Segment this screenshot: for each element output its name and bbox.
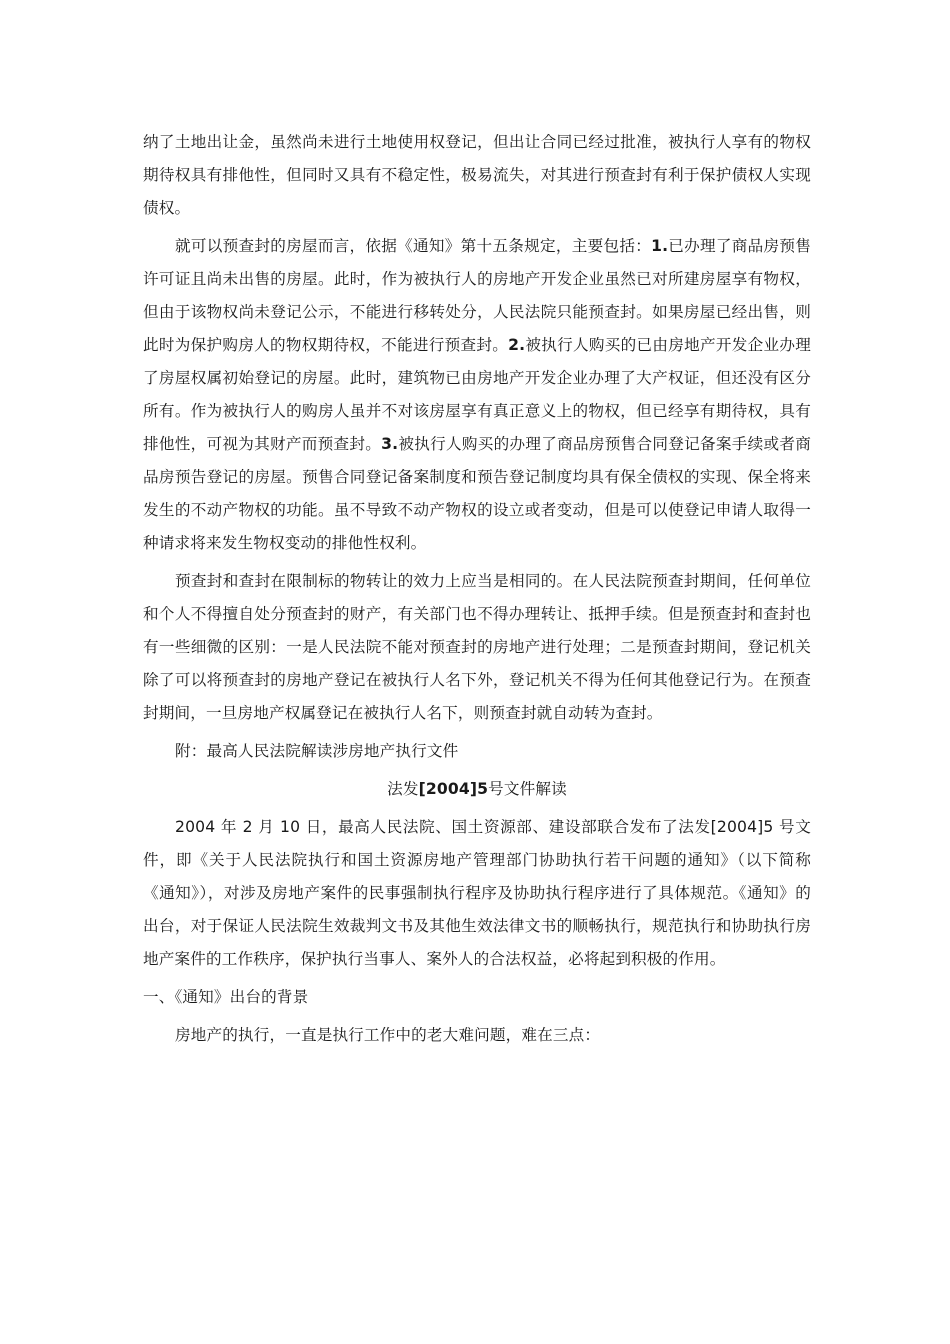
text-segment: 被执行人购买的办理了商品房预售合同登记备案手续或者商品房预告登记的房屋。预售合同登记备案制度和预告登记制度均具有保全债权的实现、保全将来发生的不动产物权的功能。虽不导致不动产物权的设立或者变动，但是可以使登记申请人取得一种请求将来发生物权变动的排他性权利。 (143, 435, 811, 552)
heading-background: 一、《通知》出台的背景 (143, 988, 309, 1006)
item-number: 3. (381, 435, 399, 453)
paragraph-difficulties: 房地产的执行，一直是执行工作中的老大难问题，难在三点： (175, 1026, 601, 1044)
title-suffix: 号文件解读 (488, 780, 567, 798)
text-segment: 已办理了商品房预售许可证且尚未出售的房屋。此时，作为被执行人的房地产开发企业虽然已对所建房屋享有物权，但由于该物权尚未登记公示，不能进行移转处分，人民法院只能预查封。如果房屋已经出售，则此时为保护购房人的物权期待权，不能进行预查封。 (143, 237, 811, 354)
appendix-line: 附：最高人民法院解读涉房地产执行文件 (175, 742, 459, 760)
title-prefix: 法发 (387, 780, 419, 798)
item-number: 1. (651, 237, 669, 255)
paragraph-land-transfer: 纳了土地出让金，虽然尚未进行土地使用权登记，但出让合同已经过批准，被执行人享有的物权期待权具有排他性，但同时又具有不稳定性，极易流失，对其进行预查封有利于保护债权人实现债权。 (143, 133, 811, 217)
paragraph-notice-intro: 2004 年 2 月 10 日，最高人民法院、国土资源部、建设部联合发布了法发[2004]5 号文件，即《关于人民法院执行和国土资源房地产管理部门协助执行若干问题的通知》（以下简称《通知》），对涉及房地产案件的民事强制执行程序及协助执行程序进行了具体规范。《通知》的出台，对于保证人民法院生效裁判文书及其他生效法律文书的顺畅执行，规范执行和协助执行房地产案件的工作秩序，保护执行当事人、案外人的合法权益，必将起到积极的作用。 (143, 818, 811, 968)
title-number: [2004]5 (418, 780, 489, 798)
text-segment: 被执行人购买的已由房地产开发企业办理了房屋权属初始登记的房屋。此时，建筑物已由房地产开发企业办理了大产权证，但还没有区分所有。作为被执行人的购房人虽并不对该房屋享有真正意义上的物权，但已经享有期待权，具有排他性，可视为其财产而预查封。 (143, 336, 812, 453)
section-title (143, 773, 811, 806)
item-number: 2. (508, 336, 526, 354)
text-segment: 就可以预查封的房屋而言，依据《通知》第十五条规定，主要包括： (175, 237, 652, 255)
paragraph-prequery-houses (143, 230, 811, 560)
paragraph-prequery-vs-query: 预查封和查封在限制标的物转让的效力上应当是相同的。在人民法院预查封期间，任何单位和个人不得擅自处分预查封的财产，有关部门也不得办理转让、抵押手续。但是预查封和查封也有一些细微的区别：一是人民法院不能对预查封的房地产进行处理；二是预查封期间，登记机关除了可以将预查封的房地产登记在被执行人名下外，登记机关不得为任何其他登记行为。在预查封期间，一旦房地产权属登记在被执行人名下，则预查封就自动转为查封。 (143, 572, 811, 722)
document-body (143, 126, 811, 1057)
